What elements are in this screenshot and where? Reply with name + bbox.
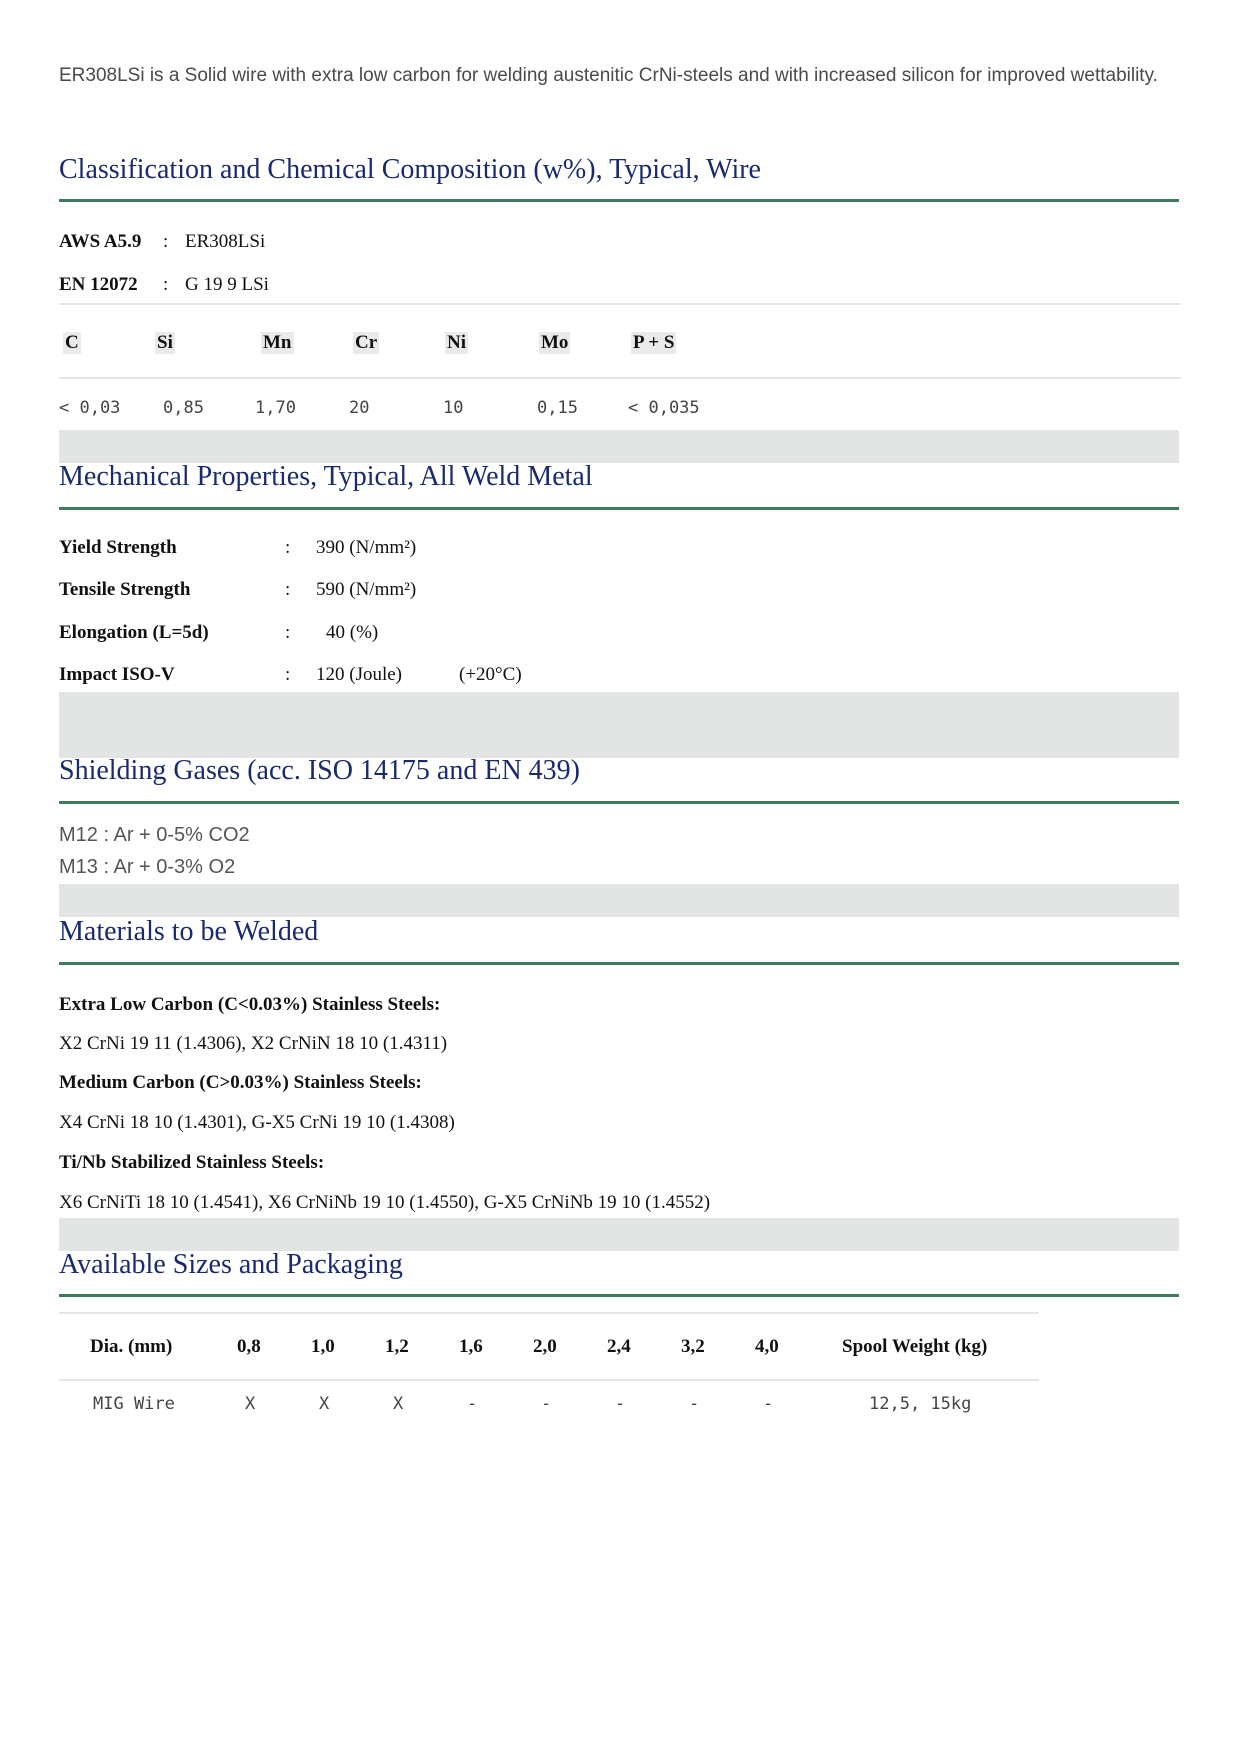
sizes-header-cell: 0,8 bbox=[237, 1336, 261, 1357]
material-group-heading: Ti/Nb Stabilized Stainless Steels: bbox=[59, 1152, 325, 1173]
sizes-cell: X bbox=[245, 1394, 256, 1414]
property-value: 590 (N/mm²) bbox=[316, 579, 417, 600]
section-spacer-band bbox=[59, 1218, 1179, 1251]
property-separator: : bbox=[285, 664, 291, 685]
chem-header-cell: Mo bbox=[541, 332, 569, 353]
property-condition: (+20°C) bbox=[459, 664, 522, 685]
sizes-header-cell: 2,0 bbox=[533, 1336, 557, 1357]
chem-header-cell: Ni bbox=[447, 332, 466, 353]
property-separator: : bbox=[285, 537, 291, 558]
chem-value-cell: 20 bbox=[349, 398, 370, 418]
section-divider bbox=[59, 1294, 1179, 1297]
property-separator: : bbox=[285, 579, 291, 600]
sizes-header-cell: 1,2 bbox=[385, 1336, 409, 1357]
sizes-cell: - bbox=[763, 1394, 774, 1414]
section-divider bbox=[59, 962, 1179, 965]
gas-item: M13 : Ar + 0-3% O2 bbox=[59, 856, 236, 878]
property-value: 390 (N/mm²) bbox=[316, 537, 417, 558]
sizes-header-cell: 3,2 bbox=[681, 1336, 705, 1357]
property-value: 120 (Joule) bbox=[316, 664, 403, 685]
gas-item: M12 : Ar + 0-5% CO2 bbox=[59, 824, 250, 846]
sizes-header-cell: 1,6 bbox=[459, 1336, 483, 1357]
material-group-text: X2 CrNi 19 11 (1.4306), X2 CrNiN 18 10 (1.4311) bbox=[59, 1033, 448, 1054]
chem-header-cell: Cr bbox=[355, 332, 378, 353]
materials-title: Materials to be Welded bbox=[59, 916, 319, 947]
material-group-text: X4 CrNi 18 10 (1.4301), G-X5 CrNi 19 10 (1.4308) bbox=[59, 1112, 455, 1133]
section-divider bbox=[59, 507, 1179, 510]
sizes-cell: X bbox=[393, 1394, 404, 1414]
en-separator: : bbox=[163, 274, 169, 295]
intro-paragraph: ER308LSi is a Solid wire with extra low carbon for welding austenitic CrNi-steels and with increased silicon for improved wettability. bbox=[59, 65, 1158, 86]
sizes-cell: - bbox=[615, 1394, 626, 1414]
sizes-header-cell: Dia. (mm) bbox=[90, 1336, 173, 1357]
section-spacer-band bbox=[59, 430, 1179, 463]
aws-label: AWS A5.9 bbox=[59, 231, 142, 252]
aws-separator: : bbox=[163, 231, 169, 252]
sizes-header-cell: 4,0 bbox=[755, 1336, 779, 1357]
classification-title: Classification and Chemical Composition (w%), Typical, Wire bbox=[59, 154, 761, 185]
section-divider bbox=[59, 801, 1179, 804]
section-divider bbox=[59, 199, 1179, 202]
property-label: Elongation (L=5d) bbox=[59, 622, 209, 643]
property-label: Yield Strength bbox=[59, 537, 177, 558]
en-label: EN 12072 bbox=[59, 274, 138, 295]
sizes-table-top-rule bbox=[59, 1312, 1039, 1314]
chem-table-top-rule bbox=[59, 303, 1181, 305]
material-group-heading: Extra Low Carbon (C<0.03%) Stainless Steels: bbox=[59, 994, 441, 1015]
sizes-cell: 12,5, 15kg bbox=[869, 1394, 972, 1414]
sizes-cell: X bbox=[319, 1394, 330, 1414]
chem-value-cell: < 0,035 bbox=[628, 398, 700, 418]
property-value: 40 (%) bbox=[326, 622, 379, 643]
property-label: Tensile Strength bbox=[59, 579, 191, 600]
chem-header-cell: Si bbox=[157, 332, 173, 353]
chem-header-cell: C bbox=[65, 332, 79, 353]
gases-title: Shielding Gases (acc. ISO 14175 and EN 439) bbox=[59, 755, 581, 786]
sizes-header-cell: 2,4 bbox=[607, 1336, 631, 1357]
sizes-cell: - bbox=[689, 1394, 700, 1414]
mechanical-title: Mechanical Properties, Typical, All Weld Metal bbox=[59, 461, 593, 492]
material-group-text: X6 CrNiTi 18 10 (1.4541), X6 CrNiNb 19 10 (1.4550), G-X5 CrNiNb 19 10 (1.4552) bbox=[59, 1192, 711, 1213]
chem-value-cell: 0,85 bbox=[163, 398, 204, 418]
chem-header-cell: Mn bbox=[263, 332, 292, 353]
en-value: G 19 9 LSi bbox=[185, 274, 269, 295]
chem-header-rule bbox=[59, 377, 1181, 379]
chem-value-cell: 1,70 bbox=[255, 398, 296, 418]
chem-value-cell: 10 bbox=[443, 398, 464, 418]
chem-value-cell: 0,15 bbox=[537, 398, 578, 418]
sizes-cell: - bbox=[467, 1394, 478, 1414]
section-spacer-band bbox=[59, 884, 1179, 917]
chem-value-cell: < 0,03 bbox=[59, 398, 121, 418]
property-label: Impact ISO-V bbox=[59, 664, 175, 685]
property-separator: : bbox=[285, 622, 291, 643]
sizes-cell: - bbox=[541, 1394, 552, 1414]
sizes-header-cell: 1,0 bbox=[311, 1336, 335, 1357]
aws-value: ER308LSi bbox=[185, 231, 266, 252]
sizes-cell: MIG Wire bbox=[93, 1394, 175, 1414]
sizes-header-cell: Spool Weight (kg) bbox=[842, 1336, 988, 1357]
sizes-header-rule bbox=[59, 1379, 1039, 1381]
sizes-title: Available Sizes and Packaging bbox=[59, 1249, 403, 1280]
material-group-heading: Medium Carbon (C>0.03%) Stainless Steels: bbox=[59, 1072, 422, 1093]
section-spacer-band bbox=[59, 692, 1179, 758]
chem-header-cell: P + S bbox=[633, 332, 675, 353]
